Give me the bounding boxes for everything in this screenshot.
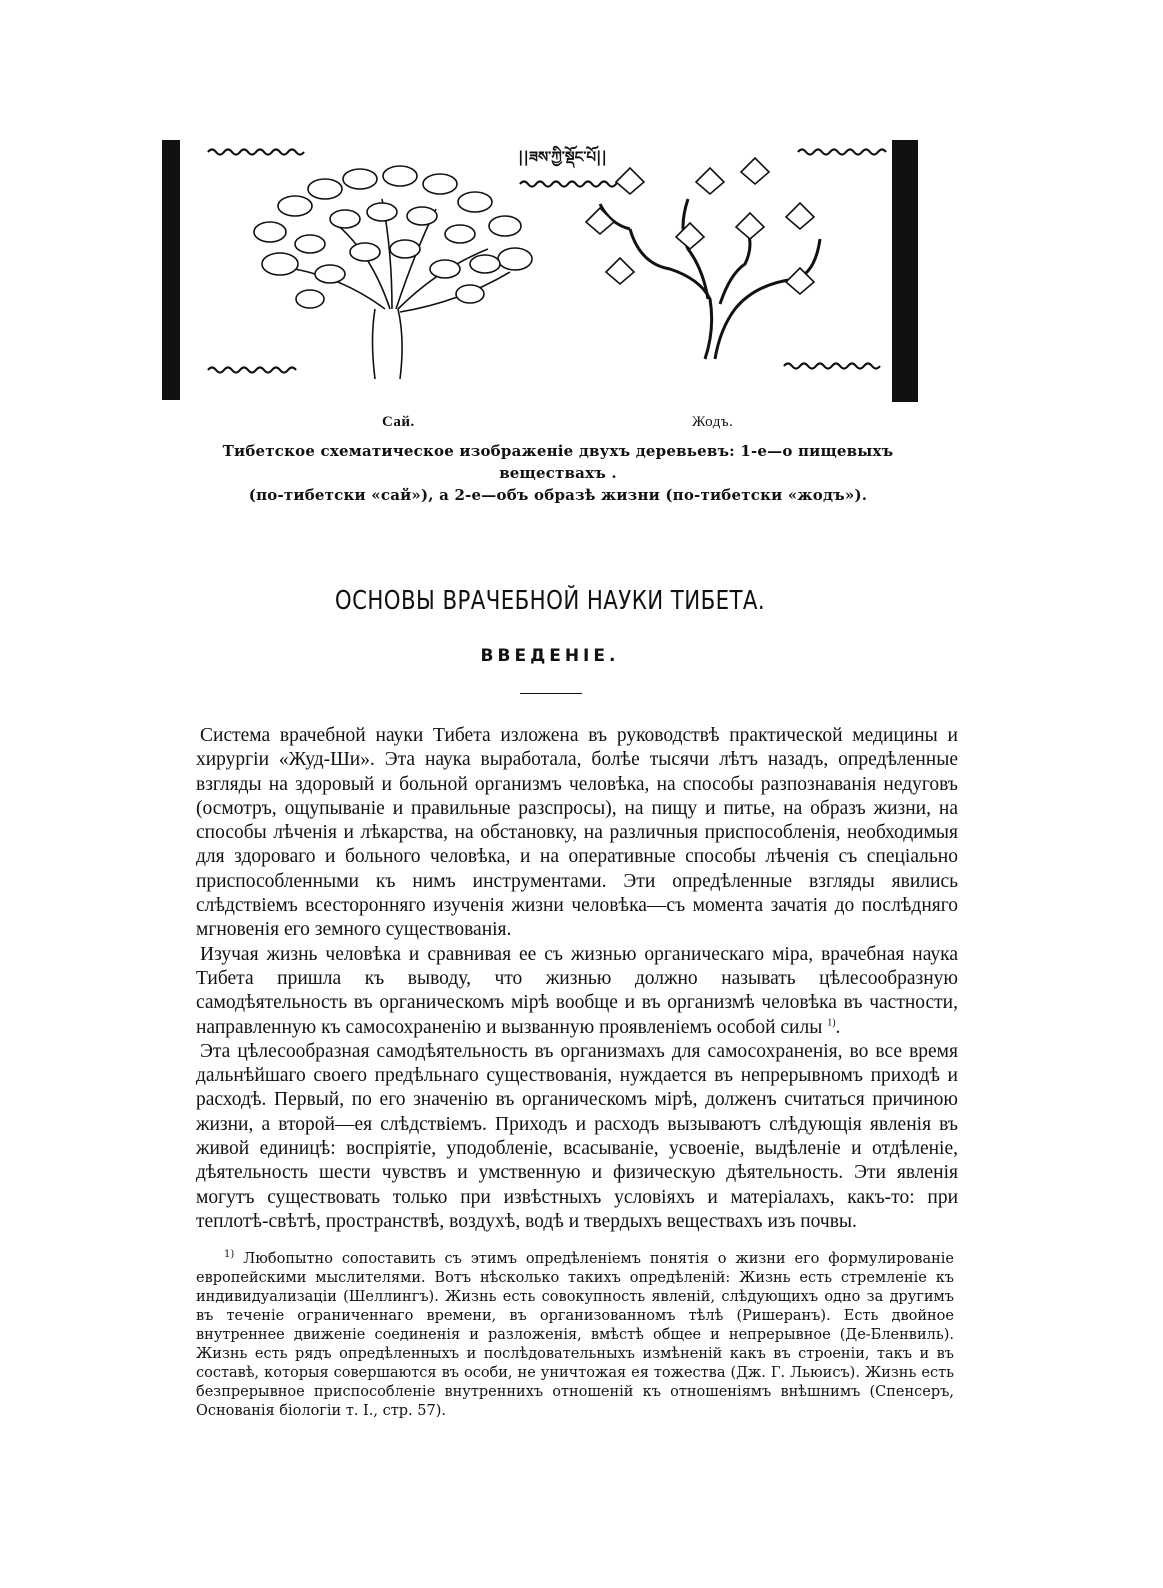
footnote-reference[interactable]: 1) xyxy=(827,1017,836,1029)
paragraph-2-text: Изучая жизнь человѣка и сравнивая ее съ жизнью органическаго міра, врачебная наука Тибета пришла къ выводу, что жизнью должно называть цѣлесообразную самодѣятельность въ органическомъ мірѣ вообще и въ организмѣ человѣка въ частности, направленную къ самосохраненію и вызванную проявленіемъ особой силы xyxy=(196,943,958,1038)
page-title: ОСНОВЫ ВРАЧЕБНОЙ НАУКИ ТИБЕТА. xyxy=(334,586,766,616)
left-border-bar xyxy=(162,140,180,400)
footnote-text: Любопытно сопоставить съ этимъ опредѣленіемъ понятія о жизни его формулированіе европейскими мыслителями. Вотъ нѣсколько такихъ опредѣленій: Жизнь есть стремленіе къ индивидуализаціи (Шеллингъ). Жизнь есть совокупность явленій, слѣдующихъ одно за другимъ въ теченіе ограниченнаго времени, въ организованномъ тѣлѣ (Ришеранъ). Есть двойное внутреннее движеніе соединенія и разложенія, вмѣстѣ общее и непрерывное (Де-Бленвиль). Жизнь есть рядъ опредѣленныхъ и послѣдовательныхъ измѣненій какъ въ строеніи, такъ и въ составѣ, которыя совершаются въ особи, не уничтожая ея тожества (Дж. Г. Льюисъ). Жизнь есть безпрерывное приспособленіе внутреннихъ отношеній къ отношеніямъ внѣшнимъ (Спенсеръ, Основанія біологіи т. I., стр. 57). xyxy=(196,1251,954,1419)
paragraph-3-text: Эта цѣлесообразная самодѣятельность въ организмахъ для самосохраненія, во все время дальнѣйшаго своего предѣльнаго существованія, нуждается въ непрерывномъ приходѣ и расходѣ. Первый, по его значенію въ органическомъ мірѣ, долженъ считаться причиною жизни, а второй—ея слѣдствіемъ. Приходъ и расходъ вызываютъ слѣдующія явленія въ живой единицѣ: воспріятіе, уподобленіе, всасываніе, усвоеніе, выдѣленіе и отдѣленіе, дѣятельность шести чувствъ и умственную и физическую дѣятельность. Эти явленія могутъ существовать только при извѣстныхъ условіяхъ и матеріалахъ, какъ-то: при теплотѣ-свѣтѣ, пространствѣ, воздухѣ, водѣ и твердыхъ веществахъ изъ почвы. xyxy=(196,1040,958,1232)
caption-line-2: (по-тибетски «сай»), а 2-е—объ образѣ жизни (по-тибетски «жодъ»). xyxy=(248,486,868,504)
caption-line-1: Тибетское схематическое изображеніе двухъ деревьевъ: 1-е—о пищевыхъ веществахъ . xyxy=(222,442,894,482)
right-tree-zhod xyxy=(600,199,820,359)
label-sai: Сай. xyxy=(382,414,415,430)
trees-drawing xyxy=(160,134,920,414)
body-text xyxy=(196,724,958,1234)
right-border-bar xyxy=(892,140,918,402)
section-subtitle: ВВЕДЕНІЕ. xyxy=(480,646,620,666)
tibetan-trees-illustration xyxy=(160,134,920,414)
paragraph-3 xyxy=(196,1040,958,1234)
paragraph-1-text: Система врачебной науки Тибета изложена въ руководствѣ практической медицины и хирургіи «Жуд-Ши». Эта наука выработала, болѣе тысячи лѣтъ назадъ, опредѣленные взгляды на здоровый и больной организмъ человѣка, на способы разпознаванія недуговъ (осмотръ, ощупываніе и правильные разспросы), на пищу и питье, на образъ жизни, на способы лѣченія и лѣкарства, на обстановку, на различныя приспособленія, необходимыя для здороваго и больного человѣка, и на оперативные способы лѣченія съ спеціально приспособленными къ нимъ инструментами. Эти опредѣленные взгляды явились слѣдствіемъ всесторонняго изученія жизни человѣка—съ момента зачатія до послѣдняго мгновенія его земного существованія. xyxy=(196,725,958,941)
paragraph-1 xyxy=(196,724,958,943)
tibetan-script-marks xyxy=(208,150,886,373)
left-tree-sai xyxy=(254,166,532,379)
footnote xyxy=(196,1250,954,1421)
left-tree-leaves xyxy=(254,166,532,308)
divider-rule xyxy=(520,693,582,694)
footnote-marker: 1) xyxy=(224,1249,235,1261)
label-zhod: Жодъ. xyxy=(692,414,734,430)
tibetan-heading: ||ཟས་ཀྱི་སྡོང་པོ|| xyxy=(518,148,607,166)
paragraph-2: Изучая жизнь человѣка и сравнивая ее съ жизнью органическаго міра, врачебная наука Тибета пришла къ выводу, что жизнью должно называть цѣлесообразную самодѣятельность въ органическомъ мірѣ вообще и въ организмѣ человѣка въ частности, направленную къ самосохраненію и вызванную проявленіемъ особой силы $^{1)}$. xyxy=(196,943,958,1038)
figure-caption xyxy=(168,440,948,506)
